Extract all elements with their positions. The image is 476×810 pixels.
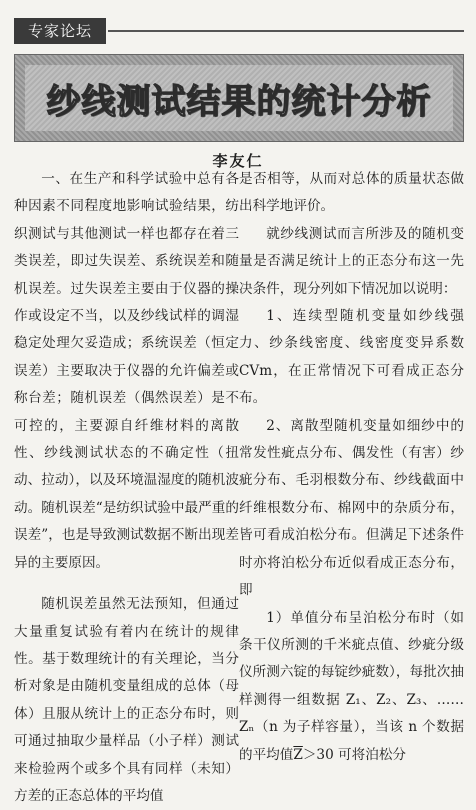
paragraph: 2、离散型随机变量如细纱中的常发性疵点分布、偶发性（有害）纱疵分布、毛羽根数分布、纱线截面中纤维根数分布、棉网中的杂质分布，皆可看成泊松分布。但满足下述条件时亦将泊松分布近似看成正态分布，即 — [239, 417, 464, 599]
left-column — [14, 166, 239, 804]
paragraph: 随机误差虽然无法预知，但通过大量重复试验有着内在统计的规律性。基于数理统计的有关理论，当分析对象是由随机变量组成的总体（母体）且服从统计上的正态分布时，则可通过抽取少量样品（小子样）测试来检验两个或多个具有同样（未知）方差的正态总体的平均值 — [14, 596, 239, 804]
paragraph: 1、连续型随机变量如纱线强力、纱条线密度、线密度变异系数CVm，在正常情况下可看成正态分布。 — [239, 308, 464, 407]
mean-symbol: $\overline{Z}$ — [293, 746, 303, 763]
article-title: 纱线测试结果的统计分析 — [46, 81, 432, 122]
paragraph: 就纱线测试而言所涉及的随机变量是否满足统计上的正态分布这一先决条件，现分列如下情况加以说明： — [239, 225, 464, 297]
title-banner — [14, 54, 464, 142]
author-name: 李友仁 — [212, 152, 264, 170]
right-column — [239, 166, 464, 763]
header-rule — [108, 30, 464, 32]
paragraph: 一、在生产和科学试验中总有各种因素不同程度地影响试验结果，纺织测试与其他测试一样也都存在着三类误差，即过失误差、系统误差和随机误差。过失误差主要由于仪器的操作或设定不当，以及纱线试样的调湿稳定处理欠妥造成；系统误差（恒定误差）主要取决于仪器的允许偏差或称台差；随机误差（偶然误差）是不可控的，主要源自纤维材料的离散性、纱线测试状态的不确定性（扭动、拉动），以及环境温湿度的随机波动。随机误差“是纺织试验中最严重的误差”，也是导致测试数据不断出现差异的主要原因。 — [14, 171, 239, 571]
paragraph-text: 1）单值分布呈泊松分布时（如条干仪所测的千米疵点值、纱疵分级仪所测六锭的每锭纱疵数），每批次抽样测得一组数据 Z₁、Z₂、Z₃、……Zₙ（n 为子样容量），当该 n 个数据的平均值 — [239, 609, 464, 763]
paragraph: 是否相等，从而对总体的质量状态做出科学地评价。 — [239, 171, 464, 215]
column-tag: 专家论坛 — [14, 18, 106, 44]
paragraph — [239, 605, 464, 769]
article-body — [14, 166, 464, 804]
paragraph-text: ＞30 可将泊松分 — [302, 746, 407, 763]
title-banner-inner — [25, 65, 453, 131]
